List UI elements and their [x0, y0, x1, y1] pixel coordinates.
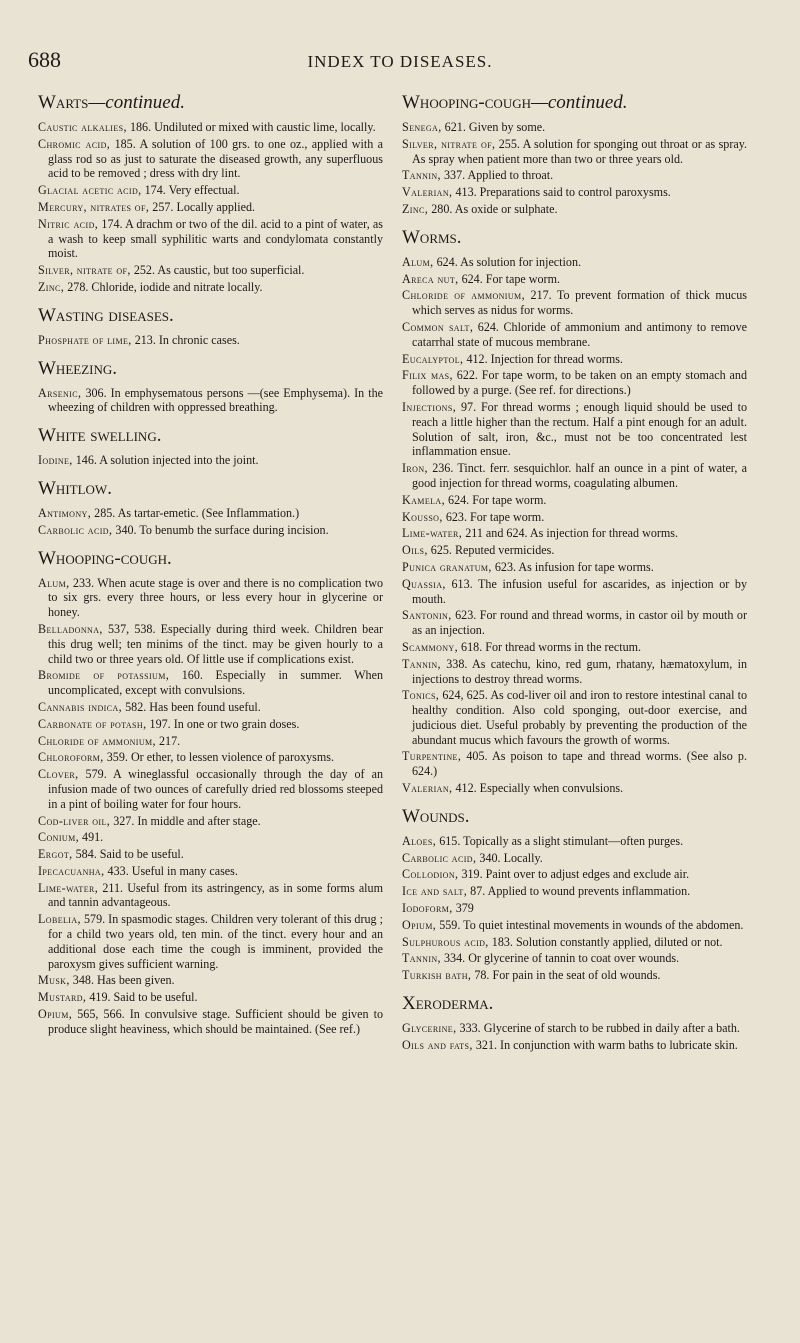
index-entry [38, 1007, 383, 1037]
entry-text: 160. Especially in summer. When uncomplicated, except with convulsions. [48, 668, 383, 698]
entry-term: Zinc, [38, 279, 65, 294]
index-entry [402, 272, 747, 287]
index-entry [38, 333, 383, 348]
entry-text: 197. In one or two grain doses. [146, 716, 300, 731]
index-heading-text: White swelling. [38, 425, 162, 447]
left-column [38, 92, 383, 1039]
entry-text: 624. As solution for injection. [433, 254, 582, 269]
entry-text: 185. A solution of 100 grs. to one oz., applied with a glass rod so as just to saturate the diseased growth, any superfluous acid to be removed ; dress with dry lint. [48, 136, 383, 181]
entry-text: 565, 566. In convulsive stage. Sufficient should be given to produce slight heaviness, which should be maintained. (See ref.) [48, 1007, 383, 1036]
entry-text: 146. A solution injected into the joint. [72, 453, 259, 468]
index-heading [38, 358, 383, 380]
entry-term: Common salt, [402, 319, 474, 334]
entry-term: Opium, [402, 917, 437, 932]
entry-term: Mercury, nitrates of, [38, 199, 150, 214]
index-entry [38, 912, 383, 971]
index-heading-text: Whooping-cough [402, 92, 531, 113]
entry-term: Kamela, [402, 492, 445, 507]
index-entry [38, 717, 383, 732]
entry-text: 624. For tape worm. [458, 271, 561, 286]
page-number: 688 [28, 47, 61, 72]
index-entry [402, 1021, 747, 1036]
entry-term: Ergot, [38, 847, 73, 862]
entry-term: Silver, nitrate of, [38, 263, 131, 278]
index-entry [38, 881, 383, 911]
index-entry [402, 168, 747, 183]
index-heading-text: Worms. [402, 226, 462, 248]
index-entry [402, 901, 747, 916]
index-heading [402, 92, 747, 114]
entry-text: 624. For tape worm. [445, 492, 547, 507]
index-heading-text: Wounds. [402, 805, 470, 827]
entry-text: 412. Especially when convulsions. [452, 781, 624, 796]
entry-term: Antimony, [38, 505, 92, 520]
entry-text: 174. Very effectual. [141, 183, 240, 198]
entry-text: 340. Locally. [476, 850, 543, 865]
entry-term: Santonin, [402, 608, 452, 623]
entry-text: 412. Injection for thread worms. [463, 351, 623, 366]
index-entry [402, 137, 747, 167]
index-entry [402, 288, 747, 318]
entry-text: 537, 538. Especially during third week. Children bear this drug well; ten minims of the tinct. may be given hourly to a child two or three years old. Of little use if complications exist. [48, 621, 383, 666]
entry-term: Tannin, [402, 168, 441, 183]
index-entry [38, 183, 383, 198]
index-entry [38, 750, 383, 765]
entry-term: Arsenic, [38, 385, 82, 400]
entry-term: Tannin, [402, 656, 441, 671]
index-entry [402, 1038, 747, 1053]
entry-text: 255. A solution for sponging out throat or as spray. As spray when patient more than two or three years old. [412, 136, 747, 166]
entry-text: 278. Chloride, iodide and nitrate locally. [64, 279, 263, 294]
index-entry [38, 814, 383, 829]
entry-term: Iodoform, [402, 901, 453, 916]
index-entry [402, 657, 747, 687]
index-heading-text: Warts [38, 92, 89, 113]
entry-text: 621. Given by some. [441, 120, 546, 134]
entry-term: Chloroform, [38, 750, 104, 765]
index-heading [402, 806, 747, 828]
entry-term: Cod-liver oil, [38, 813, 111, 828]
index-heading [38, 548, 383, 570]
entry-term: Collodion, [402, 867, 459, 882]
entry-term: Oils, [402, 543, 428, 558]
entry-text: 623. As infusion for tape worms. [491, 559, 654, 574]
entry-text: 379 [452, 901, 474, 916]
index-entry [38, 263, 383, 278]
index-entry [402, 185, 747, 200]
index-entry [38, 506, 383, 521]
entry-term: Filix mas, [402, 368, 453, 383]
index-entry [402, 781, 747, 796]
entry-term: Aloes, [402, 833, 437, 848]
index-entry [402, 120, 747, 135]
index-heading [402, 993, 747, 1015]
entry-text: 625. Reputed vermicides. [427, 543, 555, 558]
entry-text: 319. Paint over to adjust edges and exclude air. [458, 867, 690, 882]
index-entry [38, 217, 383, 261]
entry-text: 348. Has been given. [69, 973, 175, 988]
index-entry [38, 847, 383, 862]
entry-term: Alum, [402, 254, 434, 269]
entry-term: Iodine, [38, 453, 73, 468]
index-entry [402, 608, 747, 638]
index-entry [38, 386, 383, 416]
index-entry [38, 864, 383, 879]
entry-text: 87. Applied to wound prevents inflammation. [467, 884, 691, 899]
entry-term: Conium, [38, 830, 79, 845]
entry-text: 321. In conjunction with warm baths to lubricate skin. [472, 1037, 738, 1052]
entry-term: Glacial acetic acid, [38, 183, 142, 198]
index-entry [38, 576, 383, 620]
entry-text: 217. [155, 733, 181, 748]
entry-text: 217. To prevent formation of thick mucus which serves as nidus for worms. [412, 288, 748, 318]
index-entry [402, 951, 747, 966]
index-heading-text: Xeroderma. [402, 993, 494, 1015]
entry-term: Opium, [38, 1007, 73, 1022]
index-entry [38, 137, 383, 181]
entry-term: Ipecacuanha, [38, 863, 105, 878]
index-heading [38, 478, 383, 500]
entry-text: 257. Locally applied. [149, 199, 256, 214]
entry-term: Sulphurous acid, [402, 934, 489, 949]
entry-text: 623. For tape worm. [442, 509, 545, 524]
entry-term: Carbolic acid, [38, 522, 113, 537]
index-entry [38, 700, 383, 715]
index-heading-text: Wheezing. [38, 357, 117, 379]
index-entry [38, 280, 383, 295]
index-entry [402, 526, 747, 541]
index-entry [402, 968, 747, 983]
index-entry [402, 493, 747, 508]
index-entry [402, 935, 747, 950]
entry-term: Quassia, [402, 576, 446, 591]
entry-text: 183. Solution constantly applied, diluted or not. [488, 934, 723, 949]
entry-term: Turpentine, [402, 749, 462, 764]
entry-text: 327. In middle and after stage. [110, 813, 261, 828]
entry-text: 280. As oxide or sulphate. [428, 201, 558, 216]
index-entry [402, 352, 747, 367]
entry-term: Lime-water, [402, 526, 463, 541]
continued-note: —continued. [88, 92, 185, 113]
continued-note: —continued. [530, 92, 628, 113]
entry-term: Senega, [402, 120, 442, 134]
entry-term: Scammony, [402, 639, 459, 654]
entry-term: Valerian, [402, 185, 453, 200]
entry-term: Chromic acid, [38, 136, 111, 151]
index-entry [38, 767, 383, 811]
entry-text: 334. Or glycerine of tannin to coat over wounds. [440, 951, 680, 966]
index-heading-text: Whitlow. [38, 477, 112, 499]
index-entry [38, 453, 383, 468]
index-entry [402, 749, 747, 779]
entry-term: Iron, [402, 461, 428, 476]
index-entry [38, 830, 383, 845]
entry-term: Alum, [38, 575, 70, 590]
index-entry [402, 688, 747, 747]
entry-text: 624, 625. As cod-liver oil and iron to restore intestinal canal to healthy condition. Also cold sponging, out-door exercise, and judicious diet. Useful probably by preventing the production of the abundant mucus which favours the growth of worms. [412, 688, 747, 747]
entry-text: 582. Has been found useful. [122, 699, 261, 714]
index-entry [38, 973, 383, 988]
index-entry [402, 368, 747, 398]
entry-text: 211. Useful from its astringency, as in some forms alum and tannin advantageous. [48, 880, 383, 910]
entry-term: Turkish bath, [402, 968, 472, 983]
index-entry [38, 990, 383, 1005]
entry-text: 491. [79, 830, 104, 845]
entry-term: Valerian, [402, 781, 453, 796]
entry-term: Ice and salt, [402, 884, 468, 899]
index-entry [402, 851, 747, 866]
entry-term: Eucalyptol, [402, 351, 464, 366]
entry-text: 579. A wineglassful occasionally through the day of an infusion made of two ounces of carefully dried red blossoms steeped in a pint of boiling water for four hours. [48, 767, 383, 811]
index-heading [38, 92, 383, 114]
entry-text: 285. As tartar-emetic. (See Inflammation.) [91, 505, 300, 520]
entry-text: 97. For thread worms ; enough liquid should be used to reach a little higher than the rectum. Half a pint enough for an adult. Solution of salt, iron, &c., must not be too concentrated lest inflammation ensue. [412, 399, 747, 459]
entry-text: 623. For round and thread worms, in castor oil by mouth or as an injection. [412, 608, 747, 638]
entry-term: Nitric acid, [38, 216, 99, 231]
entry-term: Mustard, [38, 990, 87, 1005]
entry-text: 584. Said to be useful. [72, 847, 184, 862]
entry-text: 211 and 624. As injection for thread worms. [462, 526, 679, 541]
index-entry [402, 577, 747, 607]
entry-text: 306. In emphysematous persons —(see Emphysema). In the wheezing of children with oppressed breathing. [48, 385, 383, 415]
entry-text: 78. For pain in the seat of old wounds. [471, 968, 661, 983]
entry-term: Silver, nitrate of, [402, 136, 496, 151]
entry-term: Cannabis indica, [38, 699, 123, 714]
index-entry [402, 884, 747, 899]
index-heading-text: Whooping-cough. [38, 547, 172, 569]
entry-text: 359. Or ether, to lessen violence of paroxysms. [103, 750, 334, 765]
entry-text: 622. For tape worm, to be taken on an empty stomach and followed by a purge. (See ref. for directions.) [412, 368, 747, 398]
index-entry [402, 640, 747, 655]
index-heading [38, 425, 383, 447]
entry-term: Zinc, [402, 201, 429, 216]
index-entry [402, 202, 747, 217]
entry-term: Bromide of potassium, [38, 668, 170, 683]
entry-text: 236. Tinct. ferr. sesquichlor. half an ounce in a pint of water, a good injection for thread worms, coagulating albumen. [412, 461, 747, 490]
entry-text: 252. As caustic, but too superficial. [130, 263, 305, 278]
index-entry [402, 834, 747, 849]
entry-term: Carbonate of potash, [38, 716, 147, 731]
entry-term: Tonics, [402, 688, 440, 703]
index-entry [402, 255, 747, 270]
entry-text: 405. As poison to tape and thread worms. (See also p. 624.) [412, 749, 747, 779]
entry-term: Carbolic acid, [402, 850, 477, 865]
entry-term: Glycerine, [402, 1021, 457, 1036]
entry-term: Belladonna, [38, 621, 103, 636]
entry-text: 618. For thread worms in the rectum. [458, 639, 642, 654]
entry-text: 613. The infusion useful for ascarides, as injection or by mouth. [412, 576, 747, 606]
running-title: INDEX TO DISEASES. [307, 52, 493, 71]
index-entry [402, 918, 747, 933]
index-entry [38, 523, 383, 538]
entry-text: 433. Useful in many cases. [104, 863, 238, 878]
entry-text: 337. Applied to throat. [440, 168, 554, 183]
entry-term: Musk, [38, 973, 70, 988]
index-heading [38, 305, 383, 327]
index-entry [38, 668, 383, 698]
index-entry [402, 510, 747, 525]
entry-text: 333. Glycerine of starch to be rubbed in daily after a bath. [456, 1021, 740, 1036]
entry-text: 419. Said to be useful. [86, 990, 198, 1005]
entry-term: Tannin, [402, 951, 441, 966]
entry-term: Chloride of ammonium, [402, 288, 525, 303]
index-entry [38, 120, 383, 135]
entry-term: Lobelia, [38, 912, 81, 927]
entry-text: 559. To quiet intestinal movements in wounds of the abdomen. [436, 917, 744, 932]
entry-text: 624. Chloride of ammonium and antimony to remove catarrhal state of mucous membrane. [412, 319, 747, 349]
entry-term: Kousso, [402, 509, 443, 524]
index-entry [38, 734, 383, 749]
entry-term: Clover, [38, 767, 79, 782]
right-column [402, 92, 747, 1055]
index-entry [402, 560, 747, 575]
entry-term: Phosphate of lime, [38, 332, 132, 347]
entry-term: Lime-water, [38, 880, 99, 895]
index-entry [402, 543, 747, 558]
entry-text: 233. When acute stage is over and there is no complication two to six grs. every three hours, or less every hour in glycerine or honey. [48, 575, 383, 620]
entry-text: 174. A drachm or two of the dil. acid to a pint of water, as a wash to keep small syphilitic warts and condylomata constantly moist. [48, 216, 383, 261]
entry-term: Areca nut, [402, 271, 459, 286]
index-entry [38, 200, 383, 215]
entry-text: 186. Undiluted or mixed with caustic lime, locally. [126, 120, 376, 134]
entry-text: 340. To benumb the surface during incision. [112, 522, 329, 537]
entry-text: 413. Preparations said to control paroxysms. [452, 185, 671, 200]
index-entry [402, 461, 747, 491]
entry-text: 213. In chronic cases. [131, 332, 240, 347]
entry-text: 615. Topically as a slight stimulant—often purges. [436, 833, 684, 848]
entry-term: Injections, [402, 399, 457, 414]
entry-text: 579. In spasmodic stages. Children very tolerant of this drug ; for a child two years old, ten min. of the tinct. every hour and an additional dose each time the cough is imminent, provided the paroxysm gives sufficient warning. [48, 912, 383, 971]
index-heading-text: Wasting diseases. [38, 304, 174, 326]
entry-term: Punica granatum, [402, 559, 492, 574]
index-entry [38, 622, 383, 666]
index-entry [402, 867, 747, 882]
index-heading [402, 227, 747, 249]
entry-text: 338. As catechu, kino, red gum, rhatany, hæmatoxylum, in injections to destroy thread worms. [412, 656, 747, 686]
index-entry [402, 400, 747, 459]
entry-term: Oils and fats, [402, 1037, 473, 1052]
index-entry [402, 320, 747, 350]
entry-term: Caustic alkalies, [38, 120, 127, 134]
entry-term: Chloride of ammonium, [38, 733, 156, 748]
